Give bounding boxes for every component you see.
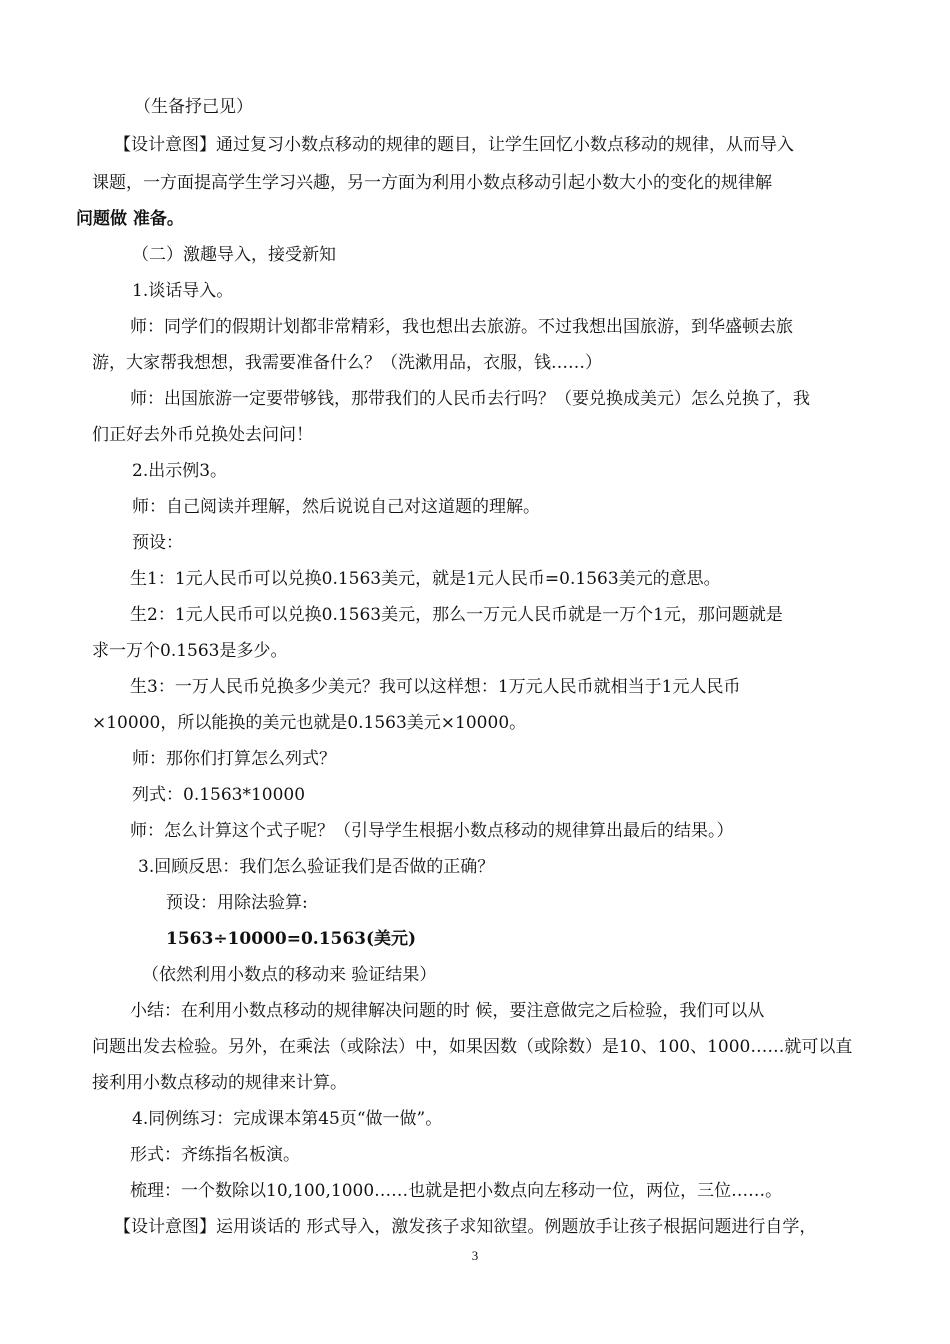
text-line-20: 列式：0.1563*10000 (132, 785, 306, 805)
text-line-27: 问题出发去检验。另外，在乘法（或除法）中，如果因数（或除数）是10、100、1000……就可以直 (92, 1037, 853, 1057)
text-line-2: 【设计意图】通过复习小数点移动的规律的题目，让学生回忆小数点移动的规律，从而导入 (114, 135, 794, 155)
text-line-32: 【设计意图】运用谈话的 形式导入，激发孩子求知欲望。例题放手让孩子根据问题进行自学， (114, 1217, 817, 1237)
text-line-5: （二）激趣导入，接受新知 (132, 245, 336, 265)
text-line-7: 师：同学们的假期计划都非常精彩，我也想出去旅游。不过我想出国旅游，到华盛顿去旅 (130, 317, 793, 337)
text-line-23: 预设：用除法验算: (166, 893, 308, 913)
text-line-21: 师：怎么计算这个式子呢？（引导学生根据小数点移动的规律算出最后的结果。） (130, 821, 734, 841)
text-line-6: 1.谈话导入。 (132, 281, 234, 301)
text-line-29: 4.同例练习：完成课本第45页“做一做”。 (132, 1109, 443, 1129)
text-line-11: 2.出示例3。 (132, 461, 228, 481)
text-line-25: （依然利用小数点的移动来 验证结果） (142, 965, 437, 985)
text-line-17: 生3：一万人民币兑换多少美元？我可以这样想：1万元人民币就相当于1元人民币 (130, 677, 741, 697)
text-line-26: 小结：在利用小数点移动的规律解决问题的时 候，要注意做完之后检验，我们可以从 (130, 1001, 765, 1021)
text-line-18: ×10000，所以能换的美元也就是0.1563美元×10000。 (92, 713, 527, 733)
text-line-9: 师：出国旅游一定要带够钱，那带我们的人民币去行吗？（要兑换成美元）怎么兑换了，我 (130, 389, 810, 409)
text-line-22: 3.回顾反思：我们怎么验证我们是否做的正确？ (138, 857, 495, 877)
text-line-14: 生1：1元人民币可以兑换0.1563美元，就是1元人民币=0.1563美元的意思。 (130, 569, 721, 589)
text-line-10: 们正好去外币兑换处去问问！ (92, 425, 313, 445)
text-line-19: 师：那你们打算怎么列式？ (132, 749, 336, 769)
text-line-12: 师：自己阅读并理解，然后说说自己对这道题的理解。 (132, 497, 540, 517)
page-number: 3 (471, 1248, 479, 1263)
text-line-30: 形式：齐练指名板演。 (130, 1145, 300, 1165)
text-line-3: 课题，一方面提高学生学习兴趣，另一方面为利用小数点移动引起小数大小的变化的规律解 (92, 173, 772, 193)
text-line-8: 游，大家帮我想想，我需要准备什么？（洗漱用品，衣服，钱……） (92, 353, 602, 373)
text-line-16: 求一万个0.1563是多少。 (92, 641, 288, 661)
text-line-31: 梳理：一个数除以10,100,1000……也就是把小数点向左移动一位，两位，三位……。 (130, 1181, 783, 1201)
text-line-15: 生2：1元人民币可以兑换0.1563美元，那么一万元人民币就是一万个1元，那问题就是 (130, 605, 783, 625)
text-line-13: 预设： (132, 533, 183, 553)
text-line-1: （生备抒己见） (134, 97, 253, 117)
text-line-4: 问题做 准备。 (76, 209, 184, 229)
text-line-28: 接利用小数点移动的规律来计算。 (92, 1073, 347, 1093)
text-line-24: 1563÷10000=0.1563(美元) (166, 929, 417, 949)
